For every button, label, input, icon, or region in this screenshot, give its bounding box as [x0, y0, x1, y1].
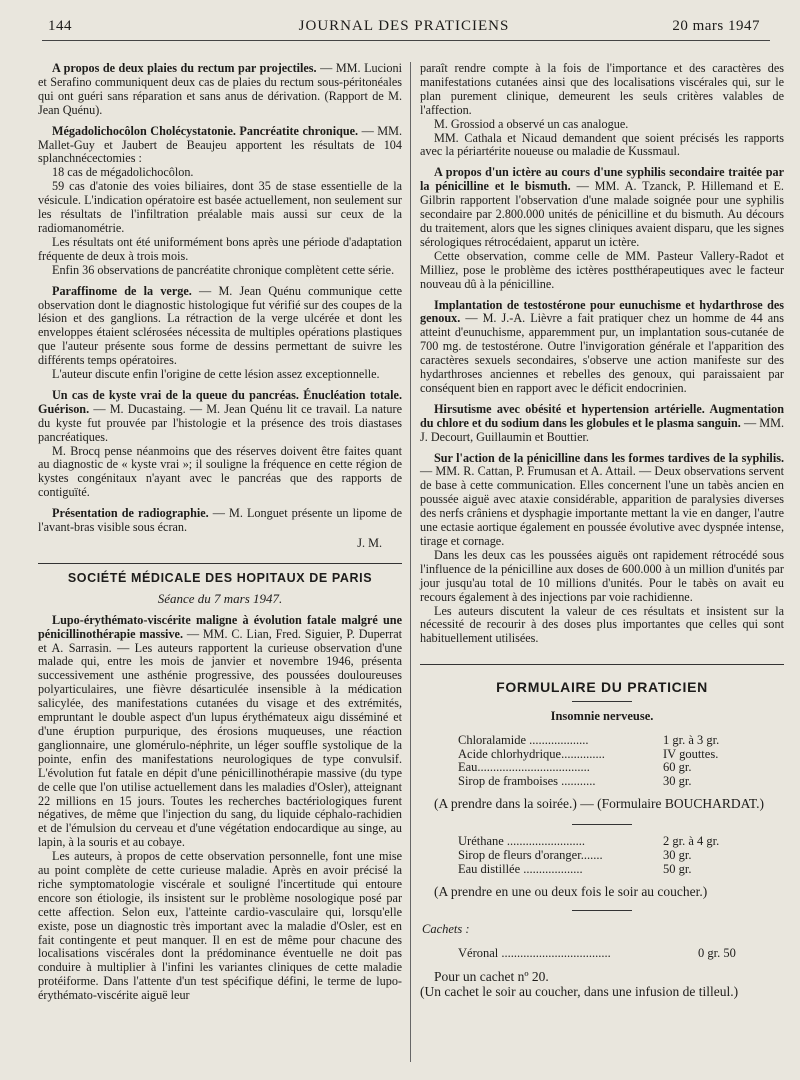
article-title: Sur l'action de la pénicilline dans les formes tardives de la syphilis.	[434, 450, 784, 465]
short-rule	[572, 701, 632, 702]
prescription-2	[458, 835, 784, 876]
paragraph: M. Grossiod a observé un cas analogue.	[434, 116, 629, 131]
paragraph: MM. Cathala et Nicaud demandent que soient précisés les rapports avec la périartérite noueuse ou maladie de Kussmaul.	[420, 130, 784, 159]
article-body: — M. Jean Quénu communique cette observation dont le diagnostic histologique fut vérifié sur des coupes de la lésion et des ganglions. La rétraction de la verge ulcérée et dont les enveloppes étaient sclérosées nécessita de multiples opérations plastiques que l'auteur présente sous forme de dessins permettant de suivre les différents temps opératoires.	[38, 283, 403, 368]
prescription-line	[458, 761, 784, 775]
prescription-1	[458, 734, 784, 788]
article-penicilline-tardives	[420, 452, 784, 549]
article-paraffinome	[38, 285, 402, 368]
section-rule	[420, 664, 784, 665]
prescription-note: (A prendre en une ou deux fois le soir au coucher.)	[434, 884, 708, 900]
dose: 30 gr.	[663, 848, 692, 863]
short-rule	[572, 910, 632, 911]
article-plaies-rectum	[38, 62, 402, 118]
dose: 50 gr.	[663, 861, 692, 876]
prescription-line	[458, 835, 784, 849]
dose: IV gouttes.	[663, 746, 719, 761]
seance-date: Séance du 7 mars 1947.	[157, 590, 283, 606]
prescription-note: (A prendre dans la soirée.) — (Formulaire BOUCHARDAT.)	[434, 796, 765, 812]
dose: 60 gr.	[663, 760, 692, 775]
dose: 0 gr. 50	[698, 946, 736, 961]
article-title: Implantation de testostérone pour eunuchisme et hydarthrose des genoux.	[420, 297, 784, 326]
paragraph: Les auteurs, à propos de cette observation personnelle, font une mise au point complète de cette curieuse maladie. Après en avoir précisé la riche symptomatologie viscérale et souligné l'incertitude qui entoure encore son étiologie, ils insistent sur le problème nosologique posé par cette affection. Selon eux, l'atteinte cardio-vasculaire qui, lorsqu'elle existe, pose un diagnostic très important avec la maladie d'Osler, est en fait contingente et peut manquer. Il en est de même pour chacune des localisations viscérales dont la prédominance éventuelle ne doit pas conduire à multiplier à l'infini les variantes cliniques de cette maladie protéiforme. Dans l'attente d'un test spécifique défini, le terme de lupo-érythémato-viscérite aiguë leur	[38, 849, 402, 1003]
article-body: — M. Longuet présente un lipome de l'avant-bras visible sous écran.	[38, 506, 402, 535]
ingredient: Eau....................................	[458, 761, 590, 775]
dose: 1 gr. à 3 gr.	[663, 733, 720, 748]
ingredient: Chloralamide ...................	[458, 734, 589, 748]
article-title: Paraffinome de la verge.	[52, 283, 192, 298]
article-hirsutisme	[420, 403, 784, 445]
article-testosterone	[420, 299, 784, 396]
ingredient: Acide chlorhydrique..............	[458, 747, 605, 761]
ingredient: Sirop de fleurs d'oranger.......	[458, 849, 603, 863]
article-body: — MM. A. Tzanck, P. Hillemand et E. Gilbrin rapportent l'observation d'une malade soignée pour une syphilis secondaire par 2.800.000 unités de pénicilline et du bismuth. Au décours du traitement, alors que les signes cliniques avaient disparu, que les signes sérologiques rétrocédaient, apparut un ictère.	[420, 179, 784, 249]
paragraph: M. Brocq pense néanmoins que des réserves doivent être faites quant au diagnostic de « kyste vrai »; il souligne la fréquence en cette région de kystes congénitaux n'ayant avec le pancréas que des rapports de contiguïté.	[38, 443, 402, 500]
paragraph: Cette observation, comme celle de MM. Pasteur Vallery-Radot et Milliez, pose le problème des ictères postthérapeutiques avec le facteur nouveau dû à la pénicilline.	[420, 248, 784, 291]
article-body: — MM. Mallet-Guy et Jaubert de Beaujeu apportent les résultats de 104 splanchnécectomies :	[38, 123, 403, 166]
ingredient: Eau distillée ...................	[458, 862, 583, 876]
article-body: — MM. R. Cattan, P. Frumusan et A. Attail. — Deux observations servent de base à cette communication. Elles concernent l'une un tabès ancien en poussée aiguë avec ataxie considérable, apparition de paralysies diverses des nerfs crâniens et dysphagie importante mettant la vie en danger, l'autre une ectasie aortique également en poussée évolutive avec dyspnée intense, tirage et cornage.	[420, 464, 784, 548]
article-title: Présentation de radiographie.	[52, 506, 209, 521]
running-header	[48, 16, 760, 40]
right-column	[420, 62, 784, 999]
article-ictere-syphilis	[420, 166, 784, 249]
society-title: SOCIÉTÉ MÉDICALE DES HOPITAUX DE PARIS	[67, 570, 373, 585]
cachets-label: Cachets :	[422, 922, 470, 937]
ingredient: Sirop de framboises ...........	[458, 774, 596, 788]
short-rule	[572, 824, 632, 825]
paragraph: Enfin 36 observations de pancréatite chronique complètent cette série.	[52, 262, 395, 277]
article-radiographie	[38, 507, 402, 535]
prescription-line	[458, 863, 784, 877]
formulaire-subtitle: Insomnie nerveuse.	[550, 709, 654, 724]
column-divider	[410, 62, 411, 1062]
ingredient: Véronal ...................................	[458, 946, 611, 961]
prescription-note: (Un cachet le soir au coucher, dans une infusion de tilleul.)	[420, 984, 739, 1000]
article-title: Mégadolichocôlon Cholécystatonie. Pancréatite chronique.	[52, 123, 359, 138]
left-column	[38, 62, 402, 1003]
prescription-line	[458, 734, 784, 748]
article-title: Hirsutisme avec obésité et hypertension artérielle. Augmentation du chlore et du sodium dans les globules et le plasma sanguin.	[420, 401, 784, 430]
article-body: — M. J.-A. Lièvre a fait pratiquer chez un homme de 44 ans atteint d'eunuchisme, apparemment pur, un implantation sous-cutanée de 700 mg. de testostérone. Outre l'invigoration générale et l'apparition des caractères sexuels secondaires, s'observe une action manifeste sur des hydarthroses anciennes et rebelles des genoux, qui paraissaient par conséquent bien en rapport avec le déficit endocrinien.	[420, 311, 785, 395]
article-megadolichocolon	[38, 125, 402, 167]
article-body: — MM. J. Decourt, Guillaumin et Bouttier.	[420, 415, 784, 444]
paragraph: 59 cas d'atonie des voies biliaires, dont 35 de stase essentielle de la vésicule. L'indication opératoire est basée actuellement, non seulement sur les résultats de l'infiltration préalable mais aussi sur ceux de la radiomanométrie.	[38, 179, 402, 235]
ingredient: Uréthane .........................	[458, 835, 586, 849]
header-rule	[42, 40, 770, 41]
section-rule	[38, 563, 402, 564]
journal-title: JOURNAL DES PRATICIENS	[298, 18, 510, 34]
signature: J. M.	[357, 536, 382, 550]
dose: 30 gr.	[663, 773, 692, 788]
article-kyste-pancreas	[38, 389, 402, 445]
article-title: Lupo-érythémato-viscérite maligne à évolution fatale malgré une pénicillinothérapie massive.	[38, 612, 402, 641]
article-body: — MM. C. Lian, Fred. Siguier, P. Duperrat et A. Sarrasin. — Les auteurs rapportent la curieuse observation d'une malade qui, entre les mois de janvier et novembre 1946, présenta successivement une asthénie progressive, des poussées douloureuses polyarticulaires, une fièvre désarticulée insensible à la médication salicylée, des manifestations cutanées du visage et des extrémités, empruntant le double aspect d'un lupus érythémateux aigu disséminé et d'une éruption purpurique, des érosions muqueuses, une réaction ganglionnaire, une glomérulo-néphrite, un léger souffle systolique de la pointe, enfin des manifestations neurologiques de type convulsif. L'évolution fut fatale en dépit d'une pénicillinothérapie massive (du type de celle que l'on utilise actuellement dans les maladies d'Osler), atteignant 22 millions en 15 jours. Toutes les recherches bactériologiques furent négatives, de même que l'injection du sang, du liquide céphalo-rachidien et de l'émulsion du cerveau et d'une végétation endocardique au singe, au lapin, à la souris et au cobaye.	[38, 626, 402, 850]
article-body: — M. Ducastaing. — M. Jean Quénu lit ce travail. La nature du kyste fut prouvée par l'histologie et la présence des trois diastases pancréatiques.	[38, 401, 402, 444]
issue-date: 20 mars 1947	[672, 18, 760, 34]
formulaire-title: FORMULAIRE DU PRATICIEN	[496, 679, 708, 696]
article-lupo-erythemato	[38, 614, 402, 850]
paragraph: Dans les deux cas les poussées aiguës ont rapidement rétrocédé sous l'influence de la pénicilline aux doses de 600.000 à un million d'unités par jour jusqu'au total de 10 millions d'unités. Pour le tabès on avait eu recours également à des injections par voie rachidienne.	[420, 547, 784, 604]
paragraph: paraît rendre compte à la fois de l'importance et des caractères des manifestations cutanées ainsi que des localisations viscérales qui, sur le plan purement clinique, demeurent les seuls critères valables de l'affection.	[420, 61, 784, 117]
prescription-line	[458, 775, 784, 789]
article-title: A propos de deux plaies du rectum par projectiles.	[52, 61, 317, 75]
prescription-line	[458, 748, 784, 762]
article-body: — MM. Lucioni et Serafino communiquent deux cas de plaies du rectum sous-péritonéales qui ont guéri sans réparation et sans anus de dérivation. (Rapport de M. Jean Quénu).	[38, 61, 402, 117]
article-title: Un cas de kyste vrai de la queue du pancréas. Énucléation totale. Guérison.	[38, 387, 402, 416]
paragraph: L'auteur discute enfin l'origine de cette lésion assez exceptionnelle.	[52, 367, 380, 382]
article-title: A propos d'un ictère au cours d'une syphilis secondaire traitée par la pénicilline et le bismuth.	[420, 165, 784, 194]
paragraph: Les auteurs discutent la valeur de ces résultats et insistent sur la nécessité de recourir à des doses plus importantes que celles qui sont habituellement utilisées.	[420, 603, 784, 646]
prescription-note: Pour un cachet nº 20.	[434, 969, 549, 985]
page-number: 144	[48, 18, 72, 34]
dose: 2 gr. à 4 gr.	[663, 834, 720, 849]
prescription-line	[458, 849, 784, 863]
paragraph: 18 cas de mégadolichocôlon.	[52, 165, 194, 180]
prescription-line	[458, 947, 784, 961]
paragraph: Les résultats ont été uniformément bons après une période d'adaptation fréquente de deux à trois mois.	[38, 234, 402, 263]
